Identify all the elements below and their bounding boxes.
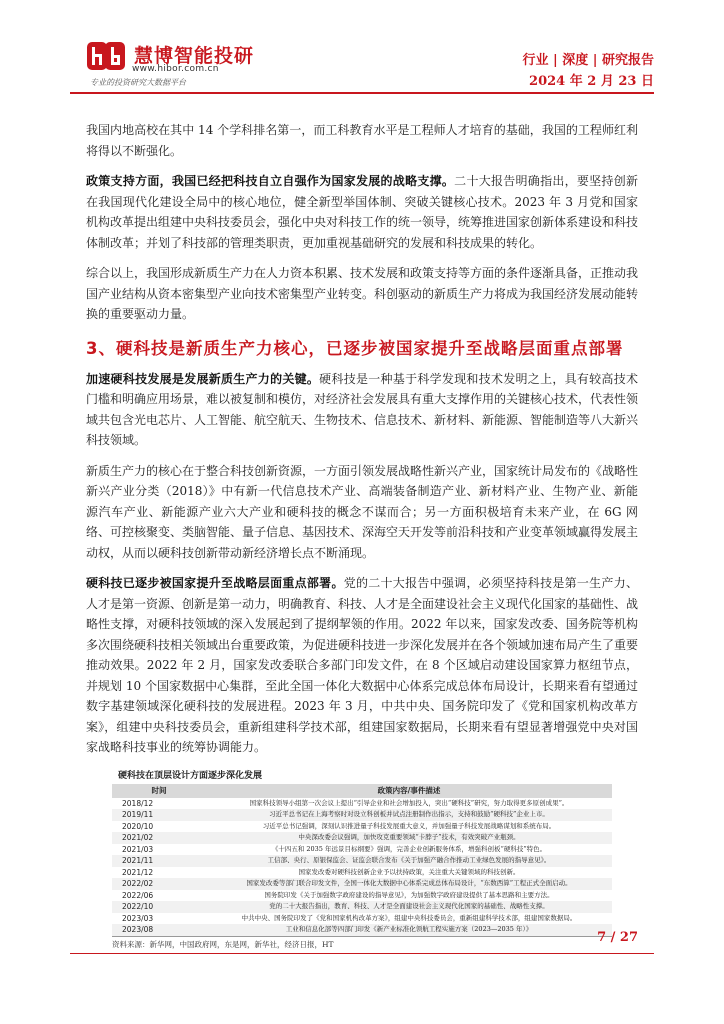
cell-time: 2021/12 [122, 867, 154, 877]
paragraph [86, 171, 638, 253]
report-body [86, 120, 638, 950]
cell-event: 国务院印发《关于加强数字政府建设的指导意见》，为加强数字政府建设提供了基本思路和主要方法。 [264, 890, 554, 899]
cell-time: 2022/02 [112, 878, 206, 890]
cell-event: 工业和信息化部等四部门印发《新产业标准化领航工程实施方案（2023—2035 年）》 [206, 924, 612, 936]
paragraph [86, 120, 638, 161]
cell-event: 工信部、央行、原银保监会、证监会联合发布《关于加强产融合作推动工业绿色发展的指导意见》。 [206, 855, 612, 867]
table-row [112, 855, 612, 867]
figure-source: 资料来源：新华网，中国政府网，东是网，新华社，经济日报，HT [112, 939, 334, 949]
section-heading: 3、硬科技是新质生产力核心，已逐步被国家提升至战略层面重点部署 [86, 338, 624, 358]
page-header [70, 38, 654, 88]
cell-event: 党的二十大报告指出，教育、科技、人才是全面建设社会主义现代化国家的基础性、战略性支撑。 [206, 901, 612, 913]
cell-event: 习近平总书记在上海考察时对设立科创板并试点注册制作出指示，支持和鼓励“硬科技”企业上市。 [206, 809, 612, 821]
cell-time: 2018/12 [122, 798, 154, 808]
report-type: 行业 | 深度 | 研究报告 [522, 53, 654, 68]
paragraph-text: 硬科技是一种基于科学发现和技术发明之上，具有较高技术门槛和明确应用场景，难以被复制和模仿，对经济社会发展具有重大支撑作用的关键核心技术，代表性领域共包含光电芯片、人工智能、航空航天、生物技术、信息技术、新材料、新能源、智能制造等八大新兴科技领域。 [86, 371, 639, 447]
paragraph-lead: 加速硬科技发展是发展新质生产力的关键。 [86, 371, 320, 386]
table-row [112, 844, 612, 856]
hibor-logo-icon [87, 42, 131, 70]
page-number: 7 / 27 [597, 930, 638, 945]
cell-event: 《十四五和 2035 年远景目标纲要》强调，完善企业创新服务体系，增强科创板“硬科技”特色。 [271, 844, 547, 853]
table-body [112, 798, 612, 937]
paragraph-text: 新质生产力的核心在于整合科技创新资源，一方面引领发展战略性新兴产业，国家统计局发布的《战略性新兴产业分类（2018）》中有新一代信息技术产业、高端装备制造产业、新材料产业、生物产业、新能源汽车产业、新能源产业六大产业和硬科技的概念不谋而合；另一方面积极培育未来产业，在 6G 网络、可控核聚变、类脑智能、量子信息、基因技术、深海空天开发等前沿科技和产业变革领域赢得发展主动权，从而以硬科技创新带动新经济增长点不断涌现。 [86, 463, 639, 560]
cell-time: 2022/10 [112, 901, 206, 913]
paragraph-text: 我国内地高校在其中 14 个学科排名第一，而工科教育水平是工程师人才培育的基础，我国的工程师红利将得以不断强化。 [86, 123, 638, 158]
footer-divider [70, 953, 654, 954]
cell-time: 2022/06 [122, 890, 154, 900]
logo-slogan: 专业的投资研究大数据平台 [90, 78, 186, 87]
table-row [112, 913, 612, 925]
table-row [112, 798, 612, 810]
cell-time: 2023/03 [122, 913, 154, 923]
column-header-time: 时间 [112, 784, 206, 798]
cell-event: 习近平总书记强调，深刻认识推进量子科技发展重大意义，并加强量子科技发展战略谋划和系统布局。 [262, 821, 556, 830]
paragraph [86, 573, 638, 758]
table-row [112, 867, 612, 879]
logo-url: www.hibor.com.cn [132, 64, 219, 74]
figure-title: 硬科技在顶层设计方面逐步深化发展 [118, 770, 263, 781]
paragraph-lead: 硬科技已逐步被国家提升至战略层面重点部署。 [86, 576, 344, 590]
policy-timeline-table [112, 784, 612, 937]
cell-event: 中央深改委会议强调，加快攻克重要领域“卡脖子”技术，有效突破产业瓶颈。 [206, 832, 612, 844]
report-date: 2024 年 2 月 23 日 [529, 74, 654, 89]
table-row [112, 901, 612, 913]
header-divider [70, 92, 654, 94]
cell-time: 2021/11 [112, 855, 206, 867]
table-row [112, 924, 612, 936]
paragraph-text: 党的二十大报告中强调，必须坚持科技是第一生产力、人才是第一资源、创新是第一动力，明确教育、科技、人才是全面建设社会主义现代化国家的基础性、战略性支撑，对硬科技领域的深入发展起到了提纲挈领的作用。2022 年以来，国家发改委、国务院等机构多次围绕硬科技相关领域出台重要政策，为促进硬科技进一步深化发展并在各个领域加速布局产生了重要推动效果。2022 年 2 月，国家发改委联合多部门印发文件，在 8 个区域启动建设国家算力枢纽节点，并规划 10 个国家数据中心集群，至此全国一体化大数据中心体系完成总体布局设计，长期来看有望通过数字基建领域深化硬科技的发展进程。2023 年 3 月，中共中央、国务院印发了《党和国家机构改革方案》，组建中央科技委员会，重新组建科学技术部，组建国家数据局，长期来看有望显著增强党中央对国家战略科技事业的统筹协调能力。 [86, 576, 639, 754]
cell-time: 2019/11 [112, 809, 206, 821]
table-row [112, 878, 612, 890]
cell-event: 国家发改委对硬科技创新企业予以扶持政策，关注重大关键领域的科技创新。 [298, 867, 520, 876]
cell-event: 国家科技领导小组第一次会议上提出“引导企业和社会增加投入，突出“硬科技”研究，努力取得更多原创成果”。 [249, 798, 569, 807]
paragraph-text: 综合以上，我国形成新质生产力在人力资本积累、技术发展和政策支持等方面的条件逐渐具备，正推动我国产业结构从资本密集型产业向技术密集型产业转变。科创驱动的新质生产力将成为我国经济发展动能转换的重要驱动力量。 [86, 266, 639, 321]
cell-time: 2021/03 [122, 844, 154, 854]
paragraph [86, 369, 638, 451]
paragraph-text: 二十大报告明确指出，要坚持创新在我国现代化建设全局中的核心地位，健全新型举国体制、突破关键核心技术。2023 年 3 月党和国家机构改革提出组建中央科技委员会，强化中央对科技工作的统一领导，统筹推进国家创新体系建设和科技体制改革；并划了科技部的管理类职责，更加重视基础研究的发展和科技成果的转化。 [86, 174, 639, 250]
table-row [112, 832, 612, 844]
logo-text: 慧博智能投研 [134, 45, 255, 67]
table-header-row [112, 784, 612, 798]
cell-time: 2020/10 [122, 821, 154, 831]
cell-time: 2021/02 [112, 832, 206, 844]
column-header-event: 政策内容/事件描述 [206, 784, 612, 798]
cell-event: 中共中央、国务院印发了《党和国家机构改革方案》，组建中央科技委员会，重新组建科学技术部，组建国家数据局。 [241, 913, 577, 922]
table-row [112, 809, 612, 821]
table-row [112, 890, 612, 902]
cell-event: 国家发改委等部门联合印发文件，全国一体化大数据中心体系完成总体布局设计，“东数西算”工程正式全面启动。 [206, 878, 612, 890]
paragraph [86, 461, 638, 564]
paragraph [86, 263, 638, 325]
paragraph-lead: 政策支持方面，我国已经把科技自立自强作为国家发展的战略支撑。 [86, 174, 455, 188]
table-row [112, 821, 612, 833]
cell-time: 2023/08 [112, 924, 206, 936]
